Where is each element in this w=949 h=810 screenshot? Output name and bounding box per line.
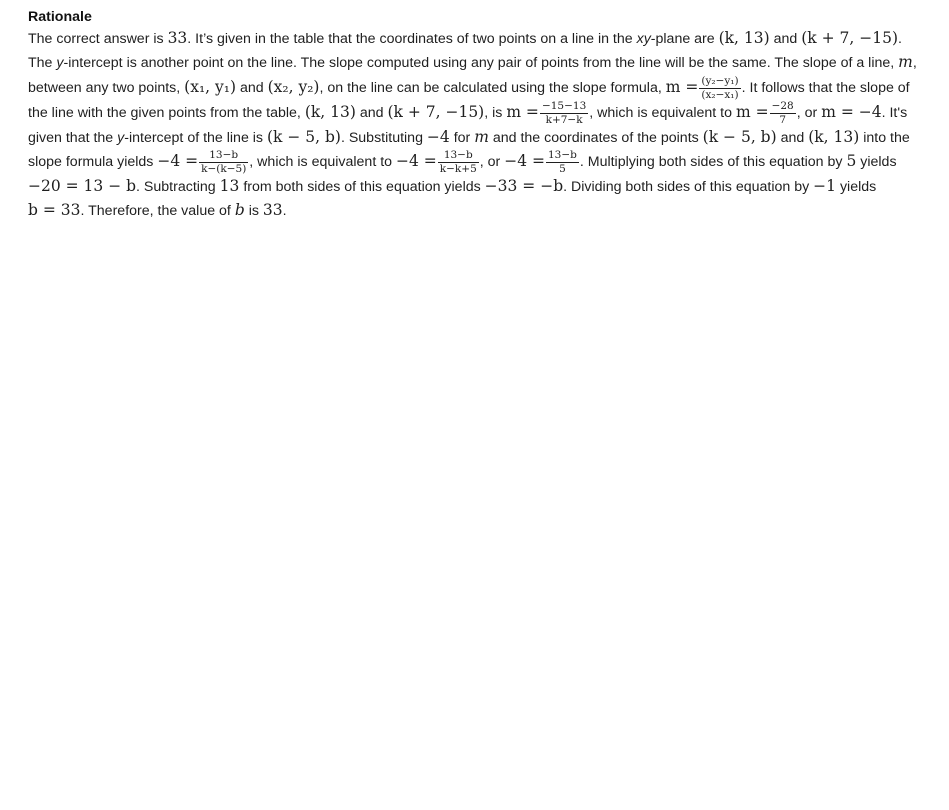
math-answer: 33 <box>262 201 283 220</box>
fraction: $\frac{\text{(y₂−y₁)}}{\text{(x₂−x₁)}}$ <box>701 74 739 101</box>
math-point: (k − 5, b) <box>702 127 777 146</box>
rationale-heading: Rationale <box>28 9 92 25</box>
rationale-text: The correct answer is 33. It’s given in the table that the coordinates of two points on a line in the xy-plane are (k, 13) and (k + 7, −15). The y-intercept is another point on the line. The slope computed using any pair of points from the line will be the same. The slope of a line, m, between any two points, (x₁, y₁) and (x₂, y₂), on the line can be calculated using the slope formula, m = $\frac{\text{(y₂−y₁)}}{\text{(x₂−x₁)}}$ . It follows that the slope of the line with the given points from the table, (k, 13) and (k + 7, −15), is m = $\frac{-15-13}{k+7-k}$ , which is equivalent to m = $\frac{-28}{7}$ , or m = −4. It's given that the y-intercept of the line is (k − 5, b). Substituting −4 for m and the coordinates of the points (k − 5, b) and (k, 13) into the slope formula yields −4 = $\frac{13-b}{k-(k-5)}$ , which is equivalent to −4 = $\frac{13-b}{k-k+5}$ , or −4 = $\frac{13-b}{5}$ . Multiplying both sides of this equation by 5 yields −20 = 13 − b. Subtracting 13 from both sides of this equation yields −33 = −b. Dividing both sides of this equation by −1 yields b = 33. Therefore, the value of b is 33. <box>28 29 917 220</box>
math-expr: −33 = −b <box>484 176 564 195</box>
math-expr: m = <box>665 77 699 96</box>
fraction: $\frac{13-b}{k-(k-5)}$ <box>201 148 247 175</box>
math-point: (k + 7, −15) <box>801 29 899 47</box>
math-point: (x₁, y₁) <box>184 77 237 96</box>
fraction: $\frac{13-b}{5}$ <box>547 148 577 175</box>
fraction: $\frac{-15-13}{k+7-k}$ <box>541 99 587 126</box>
rationale-panel <box>28 6 920 223</box>
math-point: (x₂, y₂) <box>267 77 320 96</box>
fraction: $\frac{-28}{7}$ <box>771 99 794 126</box>
math-answer: 33 <box>167 29 188 47</box>
math-var: m <box>898 53 913 72</box>
math-expr: −1 <box>813 176 836 195</box>
fraction: $\frac{13-b}{k-k+5}$ <box>439 148 477 175</box>
math-expr: −4 = <box>504 151 545 170</box>
math-point: (k, 13) <box>718 29 770 47</box>
math-expr: m = <box>735 102 769 121</box>
math-expr: m = −4 <box>821 102 882 121</box>
math-point: (k + 7, −15) <box>387 102 485 121</box>
math-expr: −20 = 13 − b <box>28 176 137 195</box>
math-point: (k, 13) <box>304 102 356 121</box>
math-var: m <box>474 127 489 146</box>
math-expr: −4 = <box>157 151 199 170</box>
math-expr: b = 33 <box>28 201 81 220</box>
math-expr: 5 <box>846 151 857 170</box>
math-expr: −4 <box>426 127 450 146</box>
math-expr: −4 = <box>395 151 437 170</box>
math-point: (k, 13) <box>808 127 860 146</box>
math-point: (k − 5, b) <box>266 127 341 146</box>
math-expr: m = <box>506 102 539 121</box>
math-expr: 13 <box>219 176 240 195</box>
math-var: b <box>234 201 245 220</box>
